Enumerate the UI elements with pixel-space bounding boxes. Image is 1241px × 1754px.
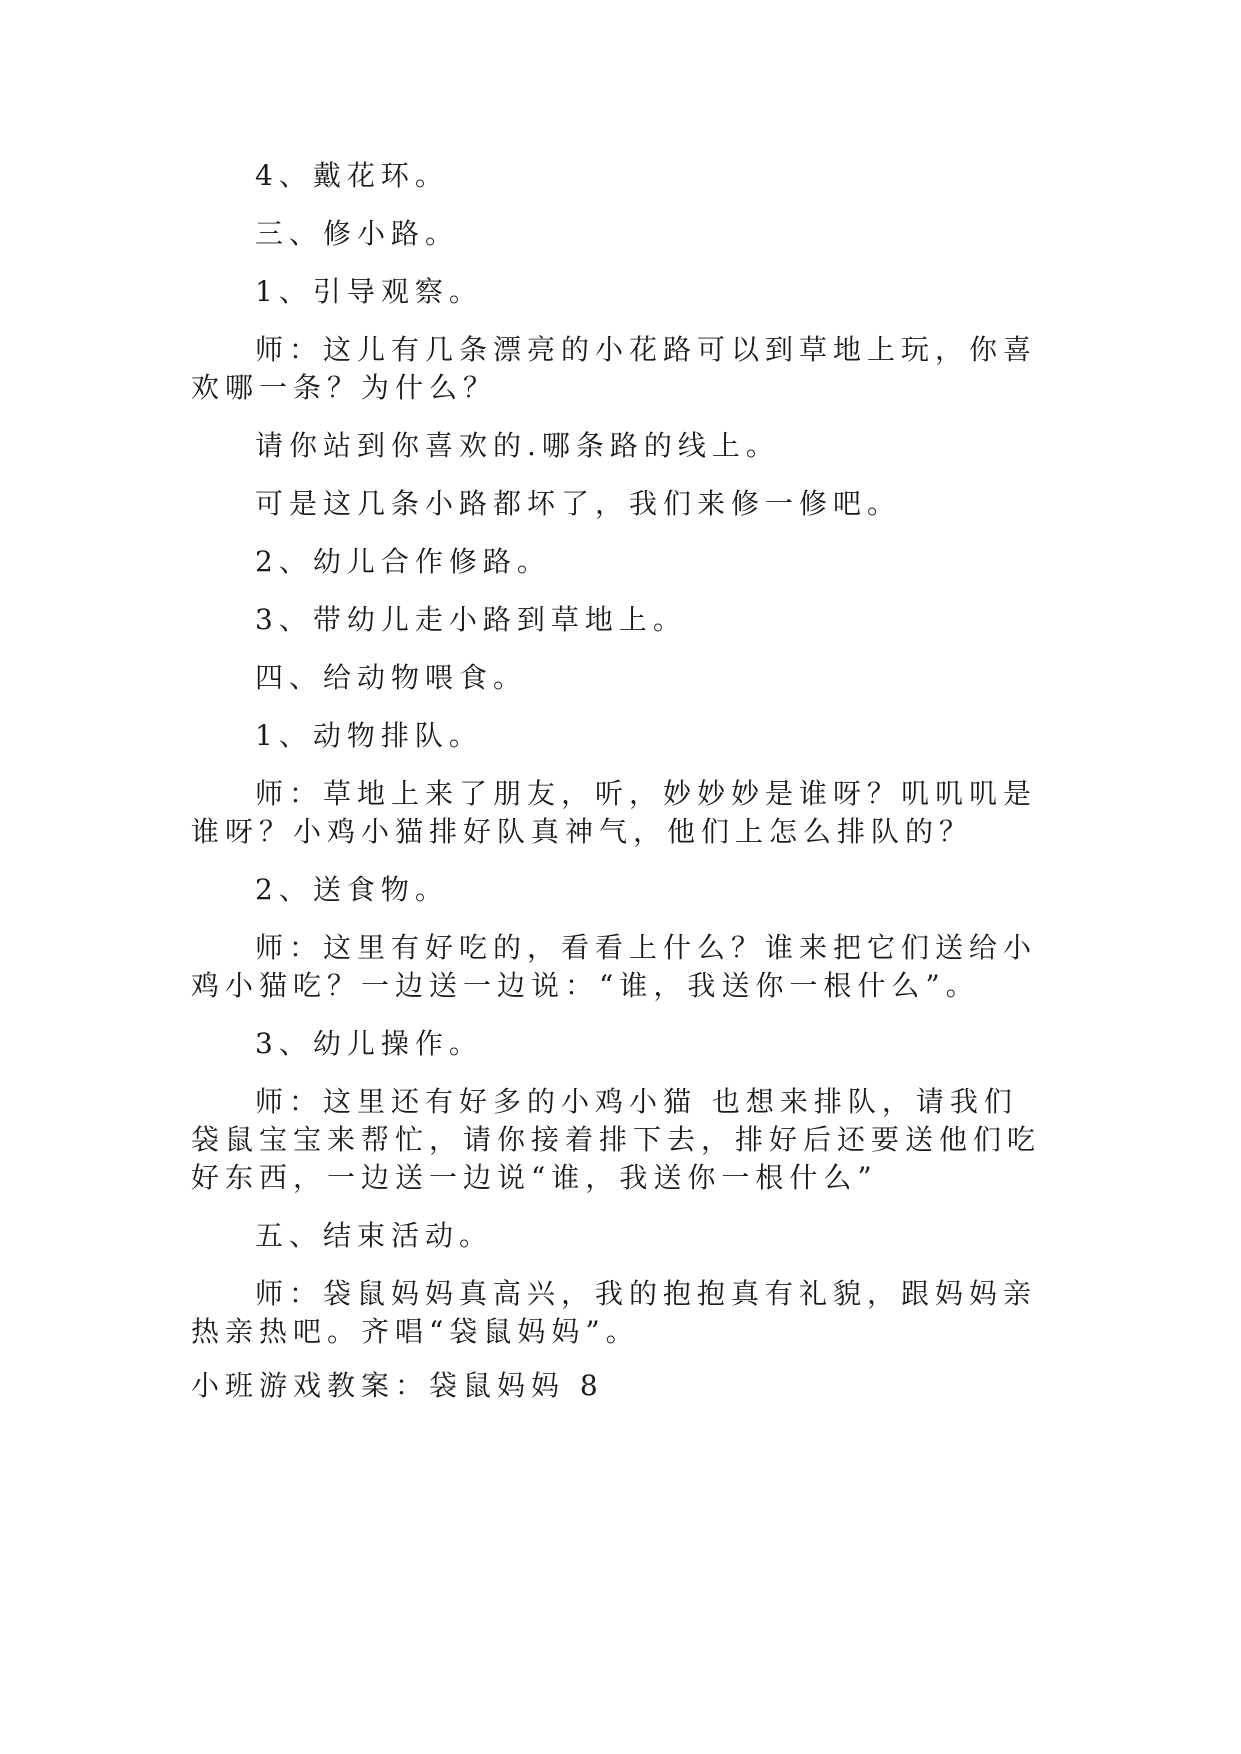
paragraph: 师：这里还有好多的小鸡小猫 也想来排队，请我们袋鼠宝宝来帮忙，请你接着排下去，排好后还要送他们吃好东西，一边送一边说“谁，我送你一根什么” — [191, 1085, 1042, 1194]
document-body — [191, 157, 1051, 1425]
paragraph: 四、给动物喂食。 — [255, 661, 528, 694]
paragraph: 师：这里有好吃的，看看上什么？谁来把它们送给小鸡小猫吃？一边送一边说：“谁，我送你一根什么”。 — [191, 931, 1038, 1002]
section-heading: 小班游戏教案：袋鼠妈妈 8 — [191, 1369, 604, 1402]
paragraph: 三、修小路。 — [255, 217, 460, 250]
paragraph: 可是这几条小路都坏了，我们来修一修吧。 — [255, 487, 902, 520]
paragraph: 3、幼儿操作。 — [255, 1027, 483, 1060]
paragraph: 2、送食物。 — [255, 873, 449, 906]
paragraph: 3、带幼儿走小路到草地上。 — [255, 603, 687, 636]
paragraph: 4、戴花环。 — [255, 159, 449, 192]
paragraph: 请你站到你喜欢的.哪条路的线上。 — [255, 429, 780, 462]
paragraph: 1、引导观察。 — [255, 275, 483, 308]
paragraph: 师：这儿有几条漂亮的小花路可以到草地上玩，你喜欢哪一条？为什么？ — [191, 333, 1038, 404]
paragraph: 1、动物排队。 — [255, 719, 483, 752]
paragraph: 五、结束活动。 — [255, 1219, 494, 1252]
paragraph: 师：草地上来了朋友，听，妙妙妙是谁呀？叽叽叽是谁呀？小鸡小猫排好队真神气，他们上怎么排队的？ — [191, 777, 1038, 848]
paragraph: 师：袋鼠妈妈真高兴，我的抱抱真有礼貌，跟妈妈亲热亲热吧。齐唱“袋鼠妈妈”。 — [191, 1277, 1038, 1348]
paragraph: 2、幼儿合作修路。 — [255, 545, 551, 578]
